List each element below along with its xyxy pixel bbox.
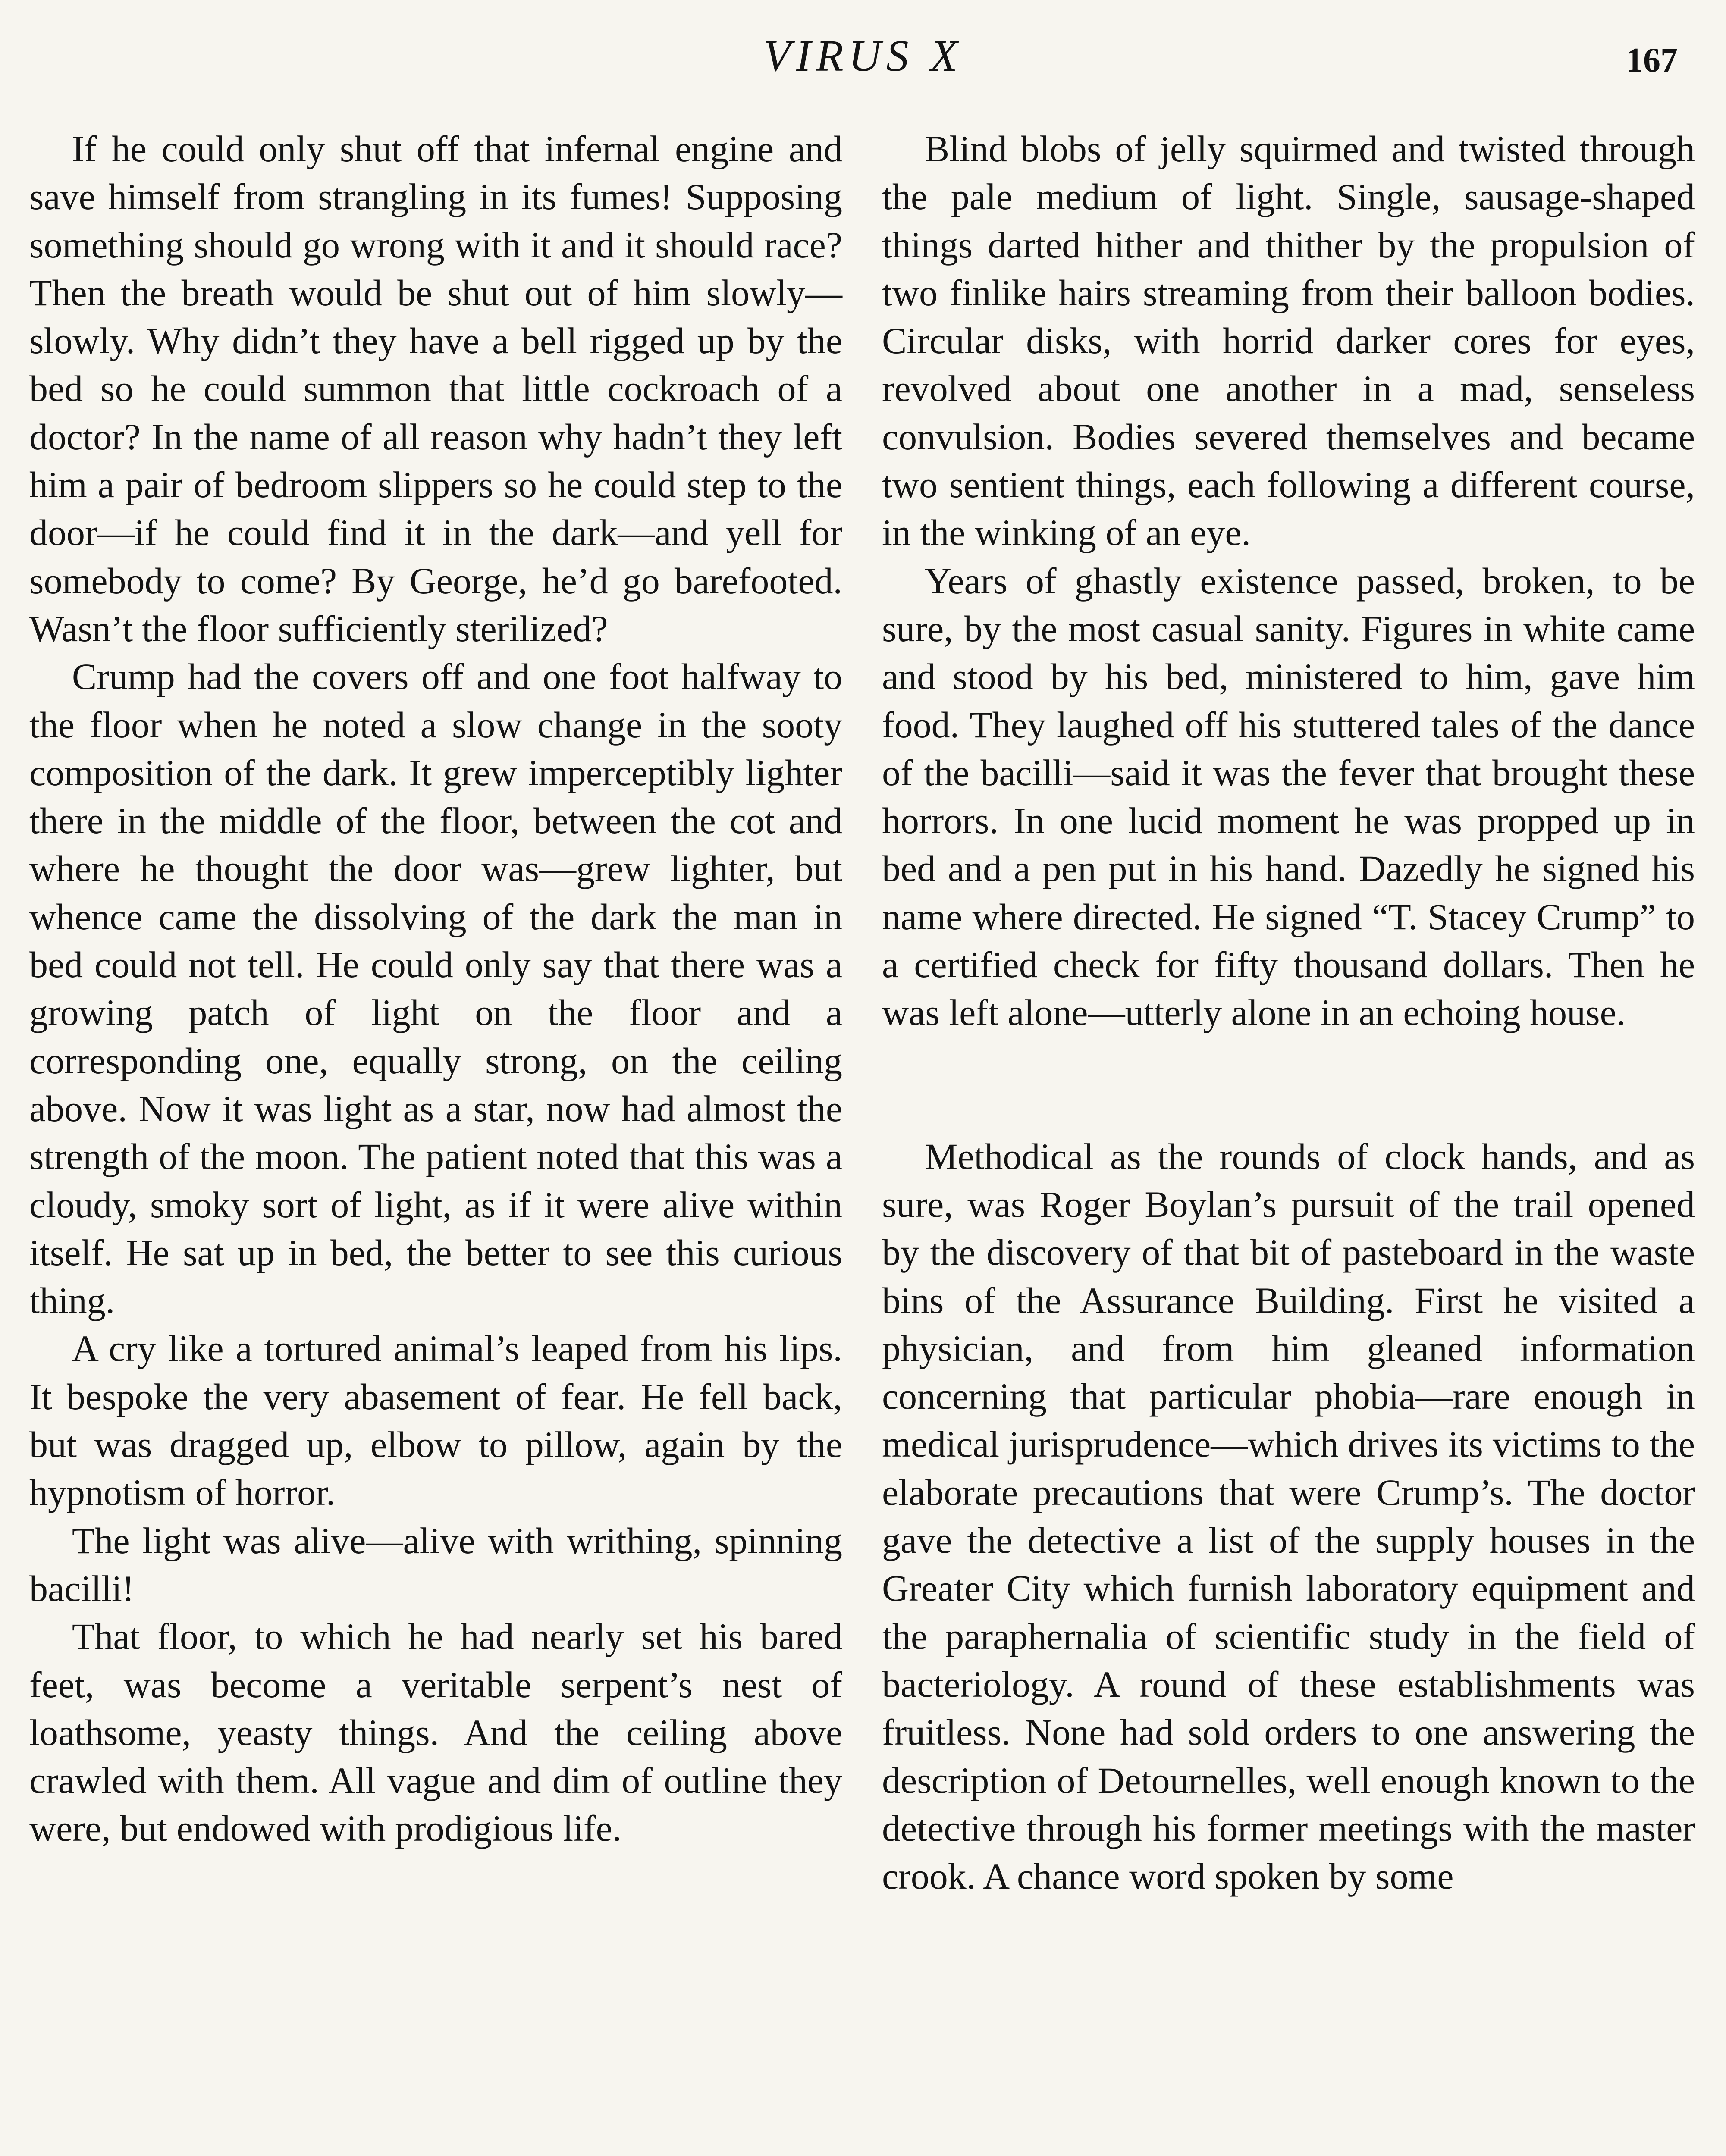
paragraph: If he could only shut off that infernal engine and save himself from strangling in its fumes! Supposing something should go wrong with it and it should race? Then the breath would be shut out of him slowly—slowly. Why didn’t they have a bell rigged up by the bed so he could summon that little cockroach of a doctor? In the name of all reason why hadn’t they left him a pair of bedroom slippers so he could step to the door—if he could find it in the dark—and yell for somebody to come? By George, he’d go barefooted. Wasn’t the floor sufficiently sterilized? <box>29 128 842 649</box>
left-column <box>29 125 842 1853</box>
paragraph: The light was alive—alive with writhing, spinning bacilli! <box>29 1520 842 1609</box>
paragraph: A cry like a tortured animal’s leaped from his lips. It bespoke the very abasement of fear. He fell back, but was dragged up, elbow to pillow, again by the hypnotism of horror. <box>29 1328 842 1514</box>
paragraph: That floor, to which he had nearly set his bared feet, was become a veritable serpent’s nest of loathsome, yeasty things. And the ceiling above crawled with them. All vague and dim of outline they were, but endowed with prodigious life. <box>29 1616 842 1849</box>
running-title: VIRUS X <box>763 31 963 81</box>
paragraph: Blind blobs of jelly squirmed and twisted through the pale medium of light. Single, sausage-shaped things darted hither and thither by the propulsion of two finlike hairs streaming from their balloon bodies. Circular disks, with horrid darker cores for eyes, revolved about one another in a mad, senseless convulsion. Bodies severed themselves and became two sentient things, each following a different course, in the winking of an eye. <box>882 128 1695 554</box>
paragraph: Crump had the covers off and one foot halfway to the floor when he noted a slow change in the sooty composition of the dark. It grew imperceptibly lighter there in the middle of the floor, between the cot and where he thought the door was—grew lighter, but whence came the dissolving of the dark the man in bed could not tell. He could only say that there was a growing patch of light on the floor and a corresponding one, equally strong, on the ceiling above. Now it was light as a star, now had almost the strength of the moon. The patient noted that this was a cloudy, smoky sort of light, as if it were alive within itself. He sat up in bed, the better to see this curious thing. <box>29 656 842 1322</box>
paragraph: Methodical as the rounds of clock hands, and as sure, was Roger Boylan’s pursuit of the trail opened by the discovery of that bit of pasteboard in the waste bins of the Assurance Building. First he visited a physician, and from him gleaned information concerning that particular phobia—rare enough in medical jurisprudence—which drives its victims to the elaborate precautions that were Crump’s. The doctor gave the detective a list of the supply houses in the Greater City which furnish laboratory equipment and the paraphernalia of scientific study in the field of bacteriology. A round of these establishments was fruitless. None had sold orders to one answering the description of Detournelles, well enough known to the detective through his former meetings with the master crook. A chance word spoken by some <box>882 1135 1695 1897</box>
right-column <box>882 125 1695 1900</box>
section-break <box>882 1037 1695 1133</box>
paragraph: Years of ghastly existence passed, broken, to be sure, by the most casual sanity. Figures in white came and stood by his bed, ministered to him, gave him food. They laughed off his stuttered tales of the dance of the bacilli—said it was the fever that brought these horrors. In one lucid moment he was propped up in bed and a pen put in his hand. Dazedly he signed his name where directed. He signed “T. Stacey Crump” to a certified check for fifty thousand dollars. Then he was left alone—utterly alone in an echoing house. <box>882 560 1695 1034</box>
page-number: 167 <box>1626 41 1678 79</box>
